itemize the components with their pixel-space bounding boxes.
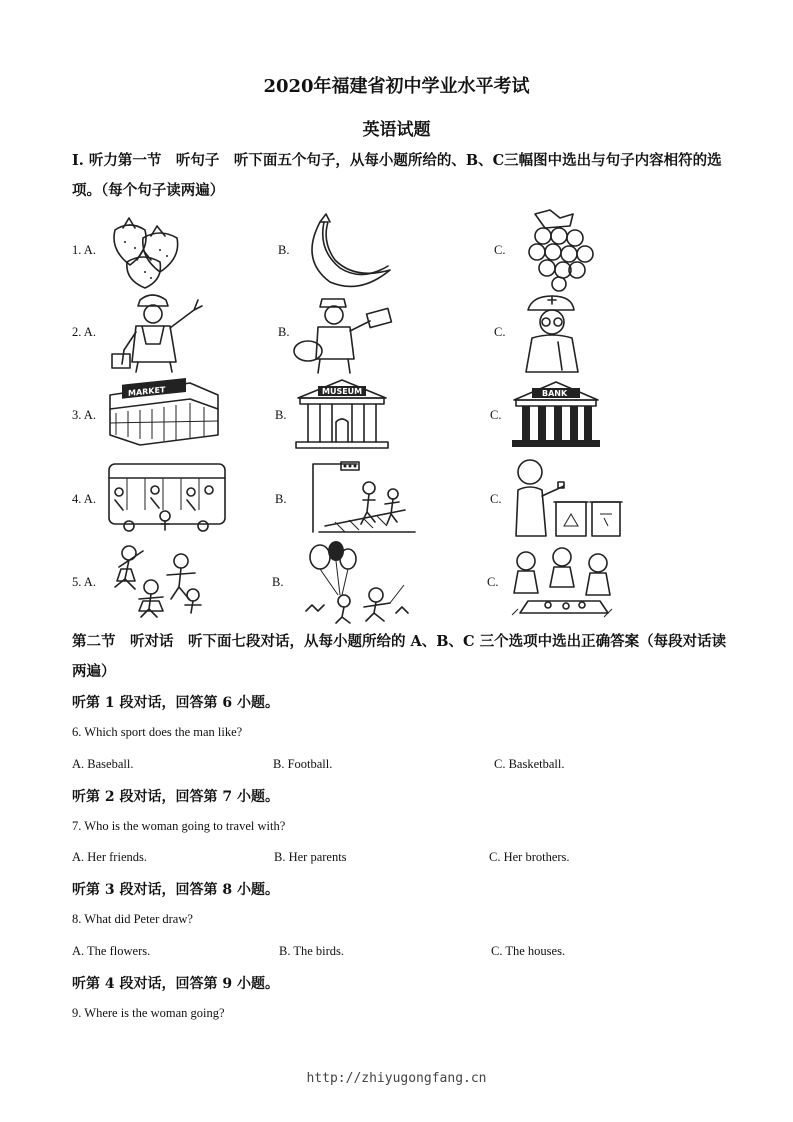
bank-icon [510,380,602,448]
item5-label-a: 5. A. [72,575,96,589]
item3-label-a: 3. A. [72,408,96,422]
item2-label-a: 2. A. [72,325,96,339]
q8-option-a: A. The flowers. [72,944,151,958]
balloon-kids-icon [300,541,412,623]
section2-instruction: 第二节 听对话 听下面七段对话，从每小题所给的 A、B、C 三个选项中选出正确答案（每段对话读两遍） [72,633,727,680]
crossing-icon [305,460,417,535]
banana-icon [300,210,395,290]
dancing-icon [105,543,210,618]
worker-icon [112,292,212,374]
picnic-icon [508,543,618,618]
q8-option-b: B. The birds. [279,944,345,958]
item1-label-c: C. [494,243,506,257]
q8-option-c: C. The houses. [491,944,566,958]
bank-sign: BANK [542,389,568,398]
q7-option-c: C. Her brothers. [489,850,570,864]
page-title: 2020年福建省初中学业水平考试 [263,76,530,97]
item5-label-b: B. [272,575,284,589]
item3-label-b: B. [275,408,287,422]
q6-option-b: B. Football. [273,757,333,771]
question-9: 9. Where is the woman going? [72,1006,225,1020]
bus-icon [105,460,230,532]
market-sign: MARKET [128,385,166,399]
question-6: 6. Which sport does the man like? [72,725,243,739]
item5-label-c: C. [487,575,499,589]
strawberry-icon [105,210,190,288]
item4-label-a: 4. A. [72,492,96,506]
item1-label-b: B. [278,243,290,257]
item2-label-b: B. [278,325,290,339]
dialog1-header: 听第 1 段对话，回答第 6 小题。 [72,695,279,711]
recycling-icon [508,456,623,538]
q6-option-c: C. Basketball. [494,757,565,771]
museum-icon [296,378,388,450]
doctor-icon [518,292,588,374]
postman-icon [290,293,390,373]
page-subtitle: 英语试题 [362,120,431,140]
footer-url[interactable]: http://zhiyugongfang.cn [306,1071,487,1086]
question-7: 7. Who is the woman going to travel with? [72,819,286,833]
q7-option-a: A. Her friends. [72,850,147,864]
market-icon [100,375,222,447]
item2-label-c: C. [494,325,506,339]
grapes-icon [515,208,600,288]
section1-instruction: Ⅰ. 听力第一节 听句子 听下面五个句子，从每小题所给的、B、C三幅图中选出与句子内容相符的选项。（每个句子读两遍） [72,152,722,199]
item3-label-c: C. [490,408,502,422]
dialog3-header: 听第 3 段对话，回答第 8 小题。 [72,882,279,898]
museum-sign: MUSEUM [322,387,363,396]
item1-label-a: 1. A. [72,243,96,257]
q7-option-b: B. Her parents [274,850,347,864]
question-8: 8. What did Peter draw? [72,912,193,926]
dialog4-header: 听第 4 段对话，回答第 9 小题。 [72,976,279,992]
item4-label-c: C. [490,492,502,506]
dialog2-header: 听第 2 段对话，回答第 7 小题。 [72,789,279,805]
q6-option-a: A. Baseball. [72,757,134,771]
item4-label-b: B. [275,492,287,506]
